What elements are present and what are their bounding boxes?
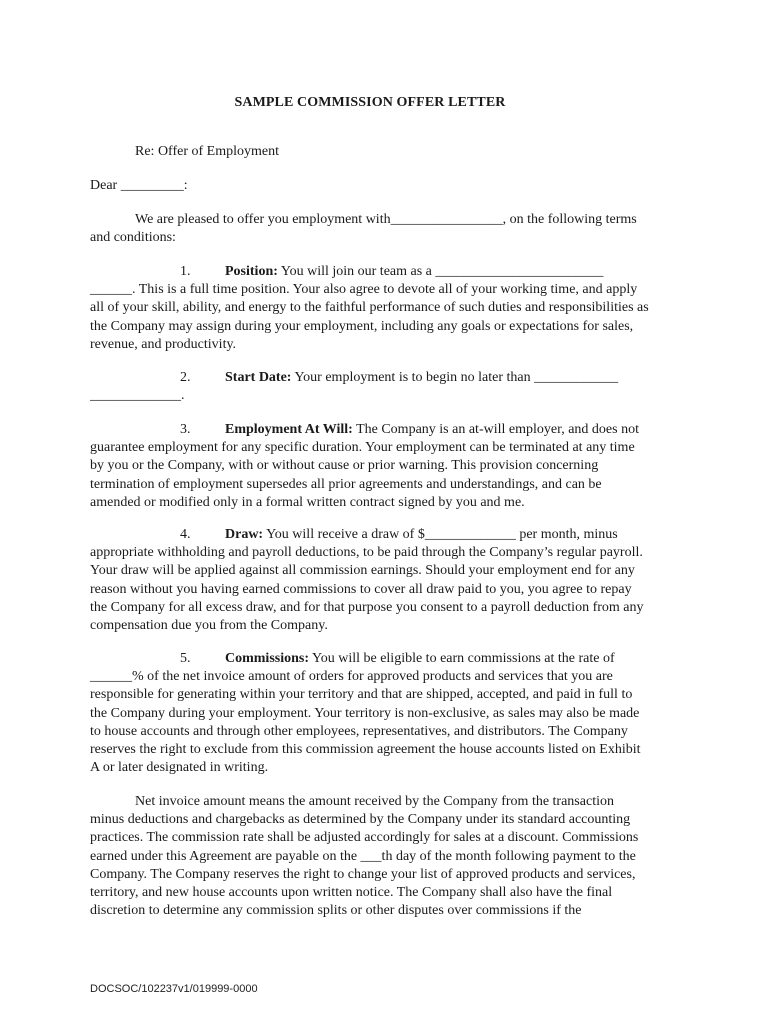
section-heading: Draw: bbox=[225, 527, 264, 542]
salutation: Dear _________: bbox=[90, 178, 188, 193]
section-number: 2. bbox=[180, 370, 191, 385]
section-number: 5. bbox=[180, 651, 191, 666]
section-start-date bbox=[90, 369, 650, 405]
section-heading: Position: bbox=[225, 264, 278, 279]
intro-paragraph: We are pleased to offer you employment with________________, on the following terms and conditions: bbox=[90, 212, 637, 246]
re-line: Re: Offer of Employment bbox=[135, 144, 279, 159]
document-title: SAMPLE COMMISSION OFFER LETTER bbox=[234, 95, 506, 110]
section-employment-at-will bbox=[90, 421, 650, 512]
section-draw bbox=[90, 526, 650, 635]
section-heading: Commissions: bbox=[225, 651, 310, 666]
section-text: The Company is an at-will employer, and does not guarantee employment for any specific duration. Your employment can be terminated at any time by you or the Company, with or without cause or prior warning. This provision concerning termination of employment supersedes all prior agreements and understandings, and can be amended or modified only in a formal written contract signed by you and me. bbox=[90, 422, 639, 510]
section-text: You will join our team as a ________________________ ______. This is a full time position. Your also agree to devote all of your working time, and apply all of your skill, ability, and energy to the faithful performance of such duties and responsibilities as the Company may assign during your employment, including any goals or expectations for sales, revenue, and productivity. bbox=[90, 264, 649, 352]
section-position bbox=[90, 263, 650, 354]
section-heading: Start Date: bbox=[225, 370, 292, 385]
section-number: 3. bbox=[180, 422, 191, 437]
document-page bbox=[90, 0, 650, 1024]
section-number: 1. bbox=[180, 264, 191, 279]
section-text: You will receive a draw of $_____________ per month, minus appropriate withholding and payroll deductions, to be paid through the Company’s regular payroll. Your draw will be applied against all commission earnings. Should your employment end for any reason without you having earned commissions to cover all draw paid to you, you agree to repay the Company for all excess draw, and for that purpose you consent to a payroll deduction from any compensation due you from the Company. bbox=[90, 527, 644, 634]
section-text: You will be eligible to earn commissions at the rate of ______% of the net invoice amount of orders for approved products and services that you are responsible for generating within your territory and that are shipped, accepted, and paid in full to the Company during your employment. Your territory is non-exclusive, as sales may also be made to house accounts and through other employees, representatives, and distributors. The Company reserves the right to exclude from this commission agreement the house accounts listed on Exhibit A or later designated in writing. bbox=[90, 651, 641, 776]
document-footer-code: DOCSOC/102237v1/019999-0000 bbox=[90, 983, 258, 995]
section-number: 4. bbox=[180, 527, 191, 542]
section-commissions bbox=[90, 650, 650, 777]
section-text: Your employment is to begin no later than ____________ _____________. bbox=[90, 370, 619, 404]
section-heading: Employment At Will: bbox=[225, 422, 353, 437]
net-invoice-paragraph: Net invoice amount means the amount received by the Company from the transaction minus deductions and chargebacks as determined by the Company under its standard accounting practices. The commission rate shall be adjusted accordingly for sales at a discount. Commissions earned under this Agreement are payable on the ___th day of the month following payment to the Company. The Company reserves the right to change your list of approved products and services, territory, and new house accounts upon written notice. The Company shall also have the final discretion to determine any commission splits or other disputes over commissions if the bbox=[90, 794, 639, 919]
